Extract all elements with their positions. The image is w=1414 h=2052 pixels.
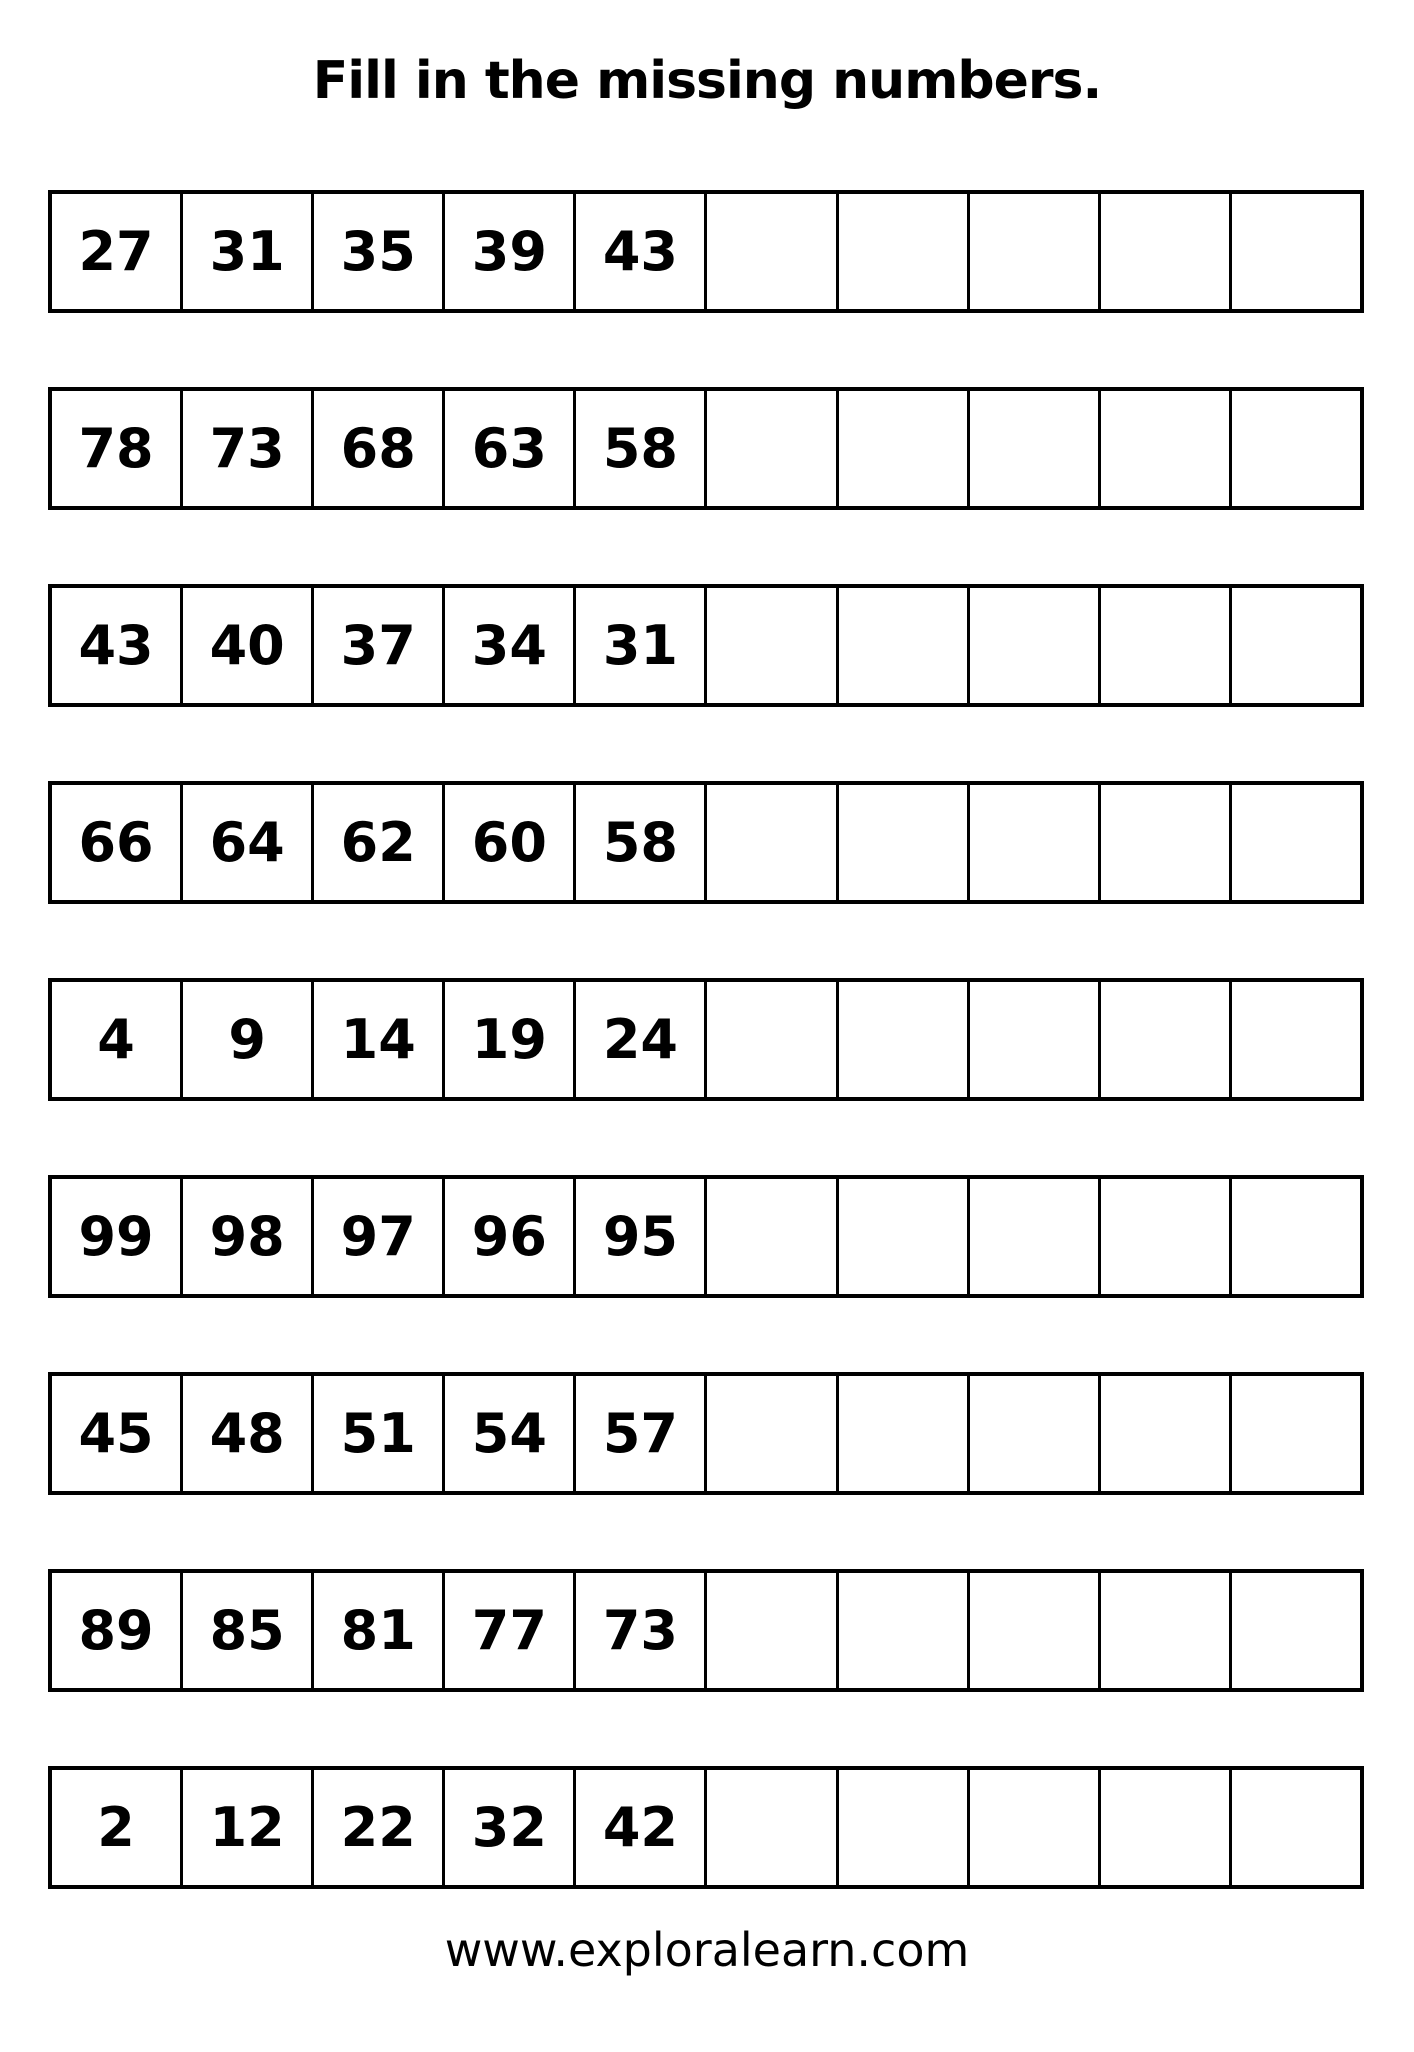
blank-answer-cell[interactable] (1232, 982, 1360, 1097)
number-cell: 78 (52, 391, 183, 506)
number-sequence-row (48, 1175, 1364, 1298)
number-cell: 19 (445, 982, 576, 1097)
blank-answer-cell[interactable] (970, 1770, 1101, 1885)
blank-answer-cell[interactable] (1232, 391, 1360, 506)
number-cell: 60 (445, 785, 576, 900)
blank-answer-cell[interactable] (839, 1770, 970, 1885)
blank-answer-cell[interactable] (1101, 1179, 1232, 1294)
number-cell: 42 (576, 1770, 707, 1885)
number-sequence-row (48, 387, 1364, 510)
number-cell: 22 (314, 1770, 445, 1885)
blank-answer-cell[interactable] (1101, 785, 1232, 900)
blank-answer-cell[interactable] (1232, 785, 1360, 900)
worksheet-title: Fill in the missing numbers. (312, 51, 1102, 111)
blank-answer-cell[interactable] (839, 588, 970, 703)
number-cell: 31 (576, 588, 707, 703)
number-cell: 14 (314, 982, 445, 1097)
blank-answer-cell[interactable] (970, 391, 1101, 506)
number-cell: 89 (52, 1573, 183, 1688)
blank-answer-cell[interactable] (839, 1179, 970, 1294)
blank-answer-cell[interactable] (1232, 1770, 1360, 1885)
number-cell: 43 (576, 194, 707, 309)
blank-answer-cell[interactable] (1232, 1376, 1360, 1491)
blank-answer-cell[interactable] (970, 588, 1101, 703)
number-cell: 37 (314, 588, 445, 703)
number-cell: 54 (445, 1376, 576, 1491)
website-url: www.exploralearn.com (444, 1922, 970, 1977)
number-cell: 35 (314, 194, 445, 309)
blank-answer-cell[interactable] (1101, 1573, 1232, 1688)
blank-answer-cell[interactable] (839, 194, 970, 309)
blank-answer-cell[interactable] (839, 1376, 970, 1491)
number-cell: 57 (576, 1376, 707, 1491)
blank-answer-cell[interactable] (707, 785, 838, 900)
blank-answer-cell[interactable] (839, 391, 970, 506)
number-cell: 4 (52, 982, 183, 1097)
blank-answer-cell[interactable] (970, 1179, 1101, 1294)
number-cell: 62 (314, 785, 445, 900)
blank-answer-cell[interactable] (1101, 982, 1232, 1097)
number-sequence-row (48, 1569, 1364, 1692)
blank-answer-cell[interactable] (707, 194, 838, 309)
blank-answer-cell[interactable] (1232, 194, 1360, 309)
blank-answer-cell[interactable] (707, 391, 838, 506)
number-cell: 98 (183, 1179, 314, 1294)
worksheet-page (0, 52, 1414, 2052)
number-cell: 43 (52, 588, 183, 703)
number-cell: 9 (183, 982, 314, 1097)
number-cell: 96 (445, 1179, 576, 1294)
number-cell: 73 (576, 1573, 707, 1688)
blank-answer-cell[interactable] (1232, 1573, 1360, 1688)
number-sequence-row (48, 1372, 1364, 1495)
number-cell: 24 (576, 982, 707, 1097)
blank-answer-cell[interactable] (1101, 391, 1232, 506)
number-cell: 73 (183, 391, 314, 506)
number-cell: 51 (314, 1376, 445, 1491)
number-cell: 2 (52, 1770, 183, 1885)
number-cell: 39 (445, 194, 576, 309)
number-cell: 31 (183, 194, 314, 309)
number-cell: 48 (183, 1376, 314, 1491)
blank-answer-cell[interactable] (839, 785, 970, 900)
blank-answer-cell[interactable] (707, 1376, 838, 1491)
number-cell: 63 (445, 391, 576, 506)
number-sequence-row (48, 781, 1364, 904)
number-cell: 77 (445, 1573, 576, 1688)
blank-answer-cell[interactable] (707, 1770, 838, 1885)
number-cell: 32 (445, 1770, 576, 1885)
number-cell: 27 (52, 194, 183, 309)
number-cell: 58 (576, 391, 707, 506)
number-cell: 64 (183, 785, 314, 900)
number-rows-container (48, 190, 1414, 1889)
number-cell: 95 (576, 1179, 707, 1294)
number-sequence-row (48, 978, 1364, 1101)
number-cell: 81 (314, 1573, 445, 1688)
blank-answer-cell[interactable] (1101, 1376, 1232, 1491)
blank-answer-cell[interactable] (707, 1573, 838, 1688)
number-cell: 58 (576, 785, 707, 900)
number-cell: 85 (183, 1573, 314, 1688)
blank-answer-cell[interactable] (970, 982, 1101, 1097)
blank-answer-cell[interactable] (970, 1376, 1101, 1491)
blank-answer-cell[interactable] (970, 785, 1101, 900)
number-cell: 99 (52, 1179, 183, 1294)
number-sequence-row (48, 190, 1364, 313)
blank-answer-cell[interactable] (1232, 1179, 1360, 1294)
number-cell: 97 (314, 1179, 445, 1294)
number-cell: 45 (52, 1376, 183, 1491)
number-cell: 12 (183, 1770, 314, 1885)
number-sequence-row (48, 1766, 1364, 1889)
blank-answer-cell[interactable] (1101, 1770, 1232, 1885)
number-sequence-row (48, 584, 1364, 707)
blank-answer-cell[interactable] (1101, 588, 1232, 703)
number-cell: 68 (314, 391, 445, 506)
blank-answer-cell[interactable] (1232, 588, 1360, 703)
number-cell: 66 (52, 785, 183, 900)
blank-answer-cell[interactable] (707, 1179, 838, 1294)
number-cell: 40 (183, 588, 314, 703)
blank-answer-cell[interactable] (707, 588, 838, 703)
blank-answer-cell[interactable] (970, 194, 1101, 309)
blank-answer-cell[interactable] (839, 1573, 970, 1688)
blank-answer-cell[interactable] (1101, 194, 1232, 309)
number-cell: 34 (445, 588, 576, 703)
blank-answer-cell[interactable] (707, 982, 838, 1097)
blank-answer-cell[interactable] (970, 1573, 1101, 1688)
blank-answer-cell[interactable] (839, 982, 970, 1097)
